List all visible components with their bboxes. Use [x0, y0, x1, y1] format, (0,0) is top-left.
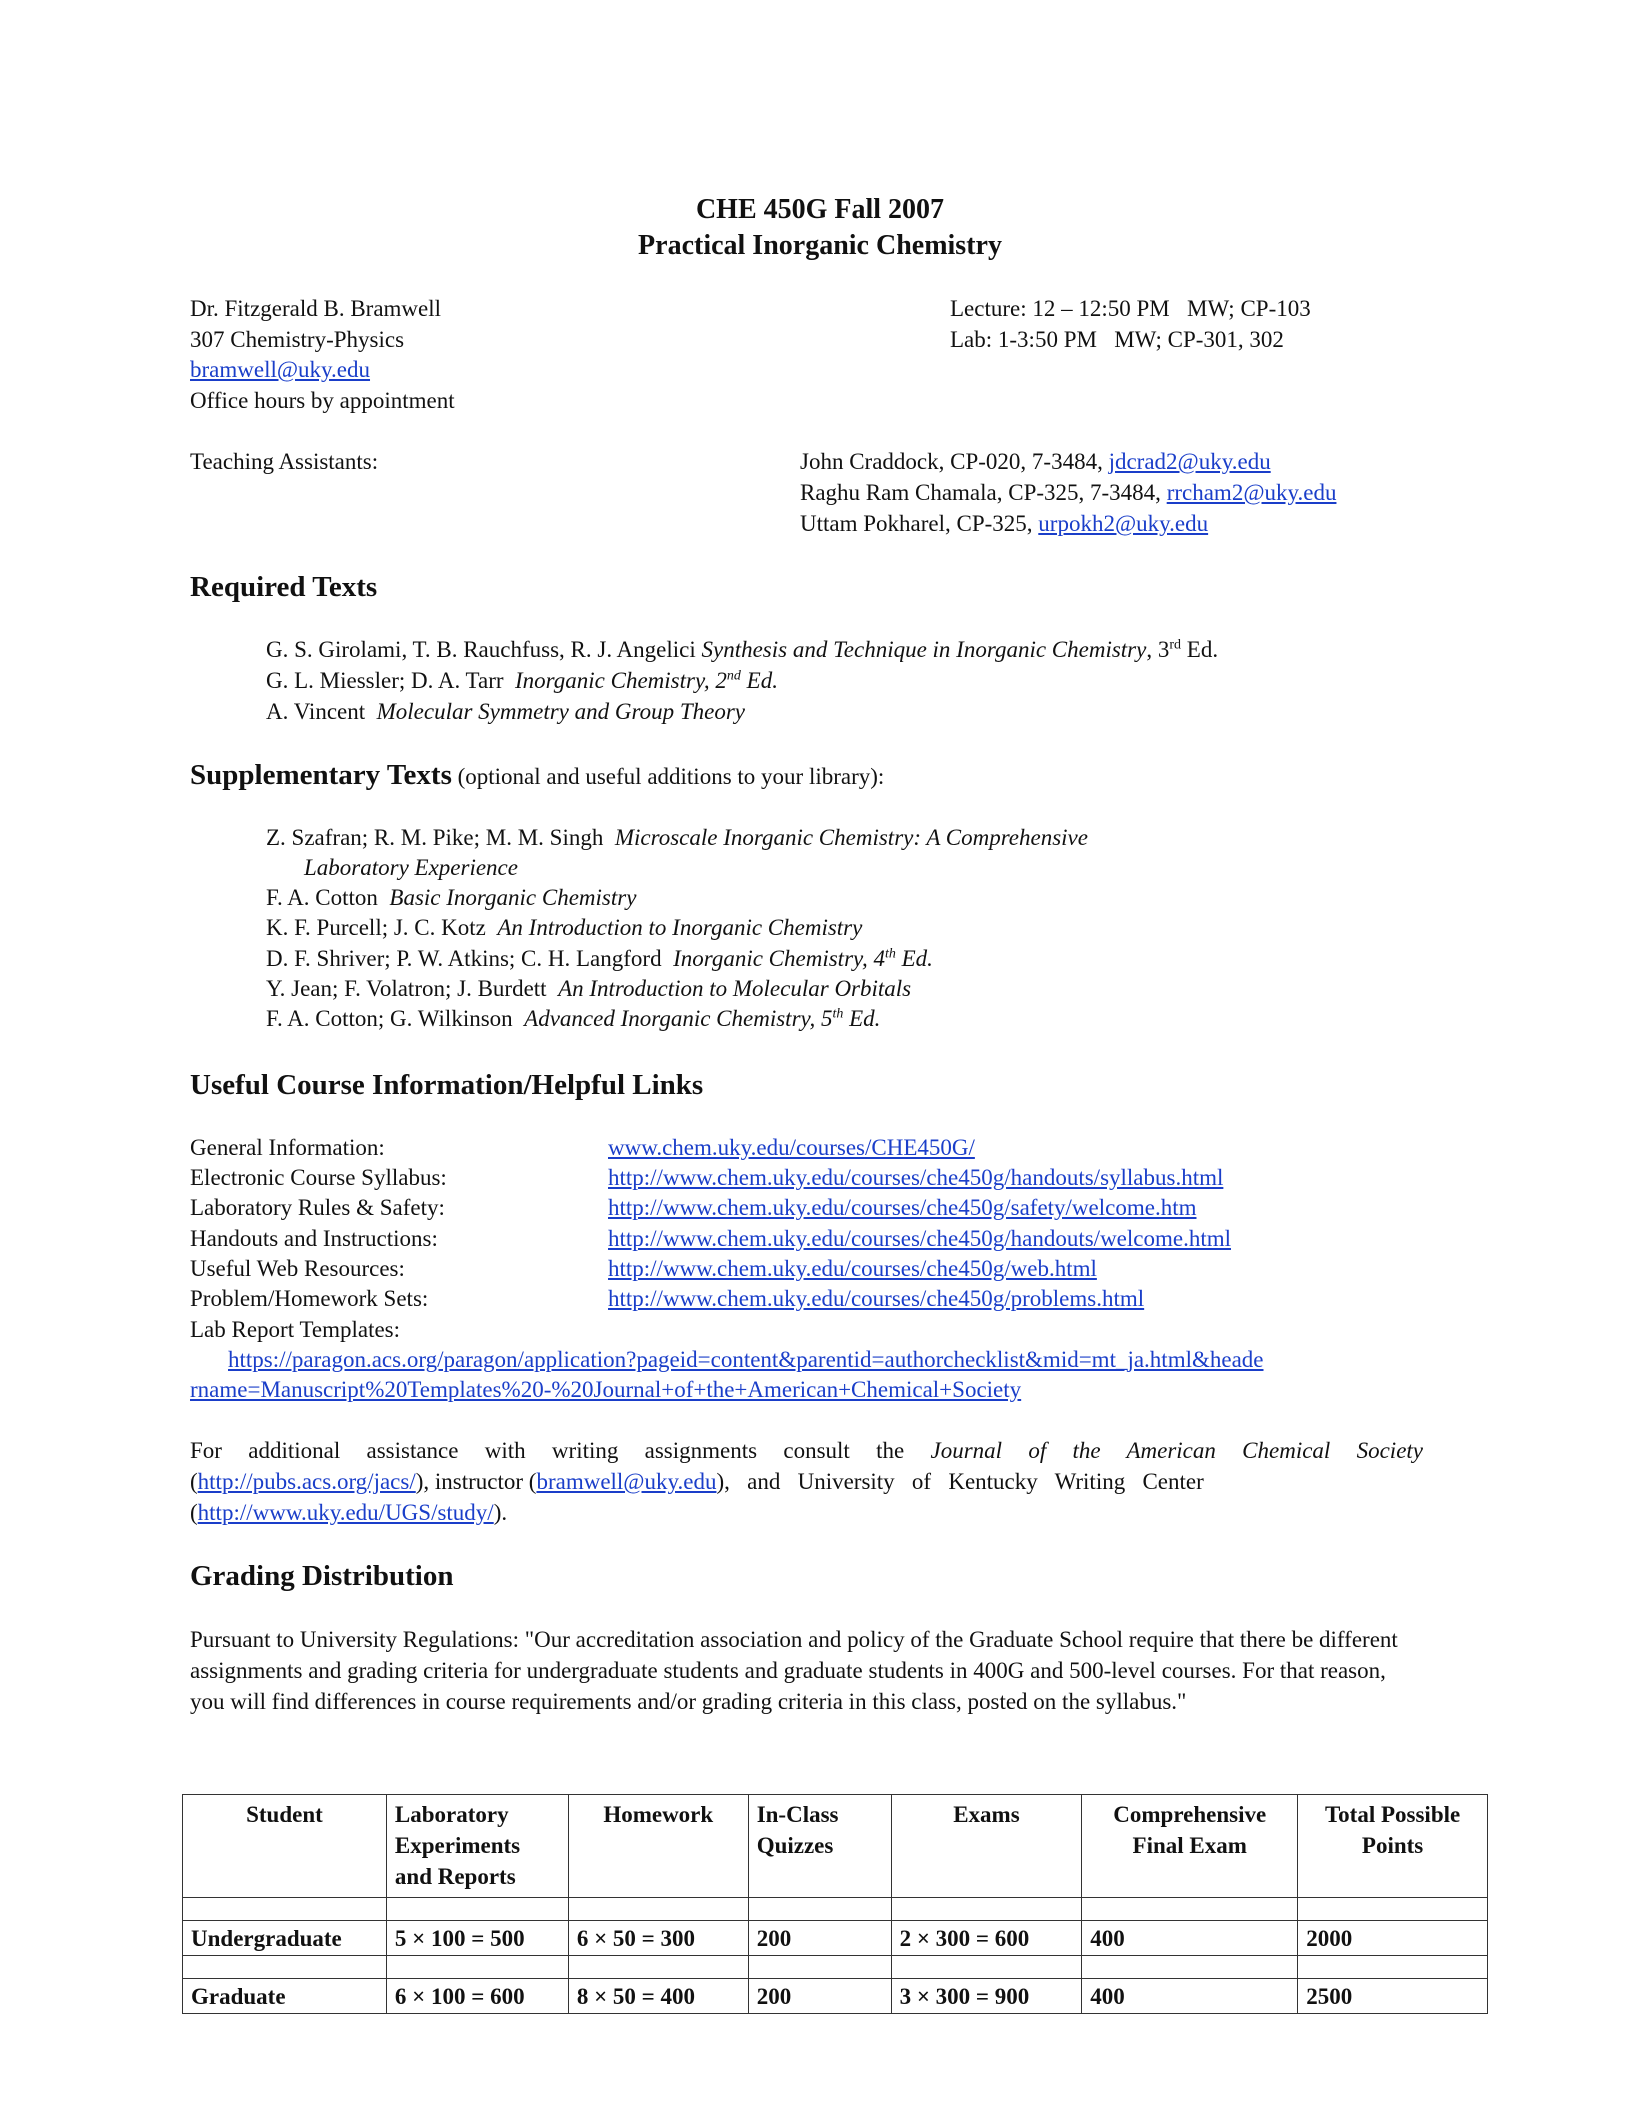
assistance-line-1: [190, 1439, 1423, 1462]
table-header-cell: Homework: [568, 1795, 748, 1898]
supplementary-text-item: [266, 977, 911, 1000]
safety-link[interactable]: http://www.chem.uky.edu/courses/che450g/safety/welcome.htm: [608, 1195, 1197, 1220]
supplementary-note: (optional and useful additions to your library):: [451, 764, 885, 789]
link-label: General Information:: [190, 1135, 385, 1160]
link-label: Problem/Homework Sets:: [190, 1286, 429, 1311]
text-authors: D. F. Shriver; P. W. Atkins; C. H. Langford: [266, 946, 674, 971]
ta-item: [800, 450, 1271, 473]
text-authors: G. S. Girolami, T. B. Rauchfuss, R. J. Angelici: [266, 637, 702, 662]
table-cell: [183, 1898, 387, 1921]
paren: (: [190, 1500, 198, 1525]
syllabus-link[interactable]: http://www.chem.uky.edu/courses/che450g/handouts/syllabus.html: [608, 1165, 1224, 1190]
table-cell: 400: [1082, 1979, 1298, 2014]
table-cell: [386, 1956, 568, 1979]
table-cell: [568, 1898, 748, 1921]
assistance-text: For additional assistance with writing assignments consult the: [190, 1438, 931, 1463]
handouts-link[interactable]: http://www.chem.uky.edu/courses/che450g/handouts/welcome.html: [608, 1226, 1231, 1251]
text-authors: A. Vincent: [266, 699, 377, 724]
ta-item: [800, 481, 1336, 504]
problems-link[interactable]: http://www.chem.uky.edu/courses/che450g/problems.html: [608, 1286, 1145, 1311]
table-spacer-row: [183, 1956, 1488, 1979]
instructor-email-link[interactable]: bramwell@uky.edu: [190, 357, 371, 382]
table-cell: [568, 1956, 748, 1979]
text-title: Advanced Inorganic Chemistry, 5: [524, 1006, 833, 1031]
edition-suffix: Ed.: [843, 1006, 881, 1031]
text-authors: Y. Jean; F. Volatron; J. Burdett: [266, 976, 559, 1001]
grading-heading: Grading Distribution: [190, 1560, 454, 1592]
table-cell: 400: [1082, 1921, 1298, 1956]
lab-templates-link[interactable]: https://paragon.acs.org/paragon/application?pageid=content&parentid=authorchecklist&mid=mt_ja.html&heade: [228, 1347, 1264, 1372]
ta-email-link[interactable]: rrcham2@uky.edu: [1166, 480, 1337, 505]
table-cell: [1298, 1898, 1488, 1921]
text-title: Inorganic Chemistry, 2: [515, 668, 727, 693]
jacs-link[interactable]: http://pubs.acs.org/jacs/: [197, 1469, 416, 1494]
office-hours: Office hours by appointment: [190, 388, 455, 413]
table-cell: 8 × 50 = 400: [568, 1979, 748, 2014]
ta-item: [800, 512, 1208, 535]
ta-details: Raghu Ram Chamala, CP-325, 7-3484,: [800, 480, 1167, 505]
supplementary-text-item: [266, 1007, 880, 1030]
edition-suffix: Ed.: [740, 668, 778, 693]
ta-email-link[interactable]: urpokh2@uky.edu: [1038, 511, 1209, 536]
supplementary-text-item: [266, 947, 933, 970]
table-row: [183, 1979, 1488, 2014]
assistance-text: ), instructor (: [415, 1469, 537, 1494]
lab-templates-link-continued[interactable]: rname=Manuscript%20Templates%20-%20Journal+of+the+American+Chemical+Society: [190, 1377, 1022, 1402]
required-text-item: [266, 638, 1218, 661]
edition-sup: rd: [1169, 637, 1182, 653]
table-cell: [891, 1956, 1082, 1979]
edition-sup: th: [884, 946, 896, 962]
course-subtitle: Practical Inorganic Chemistry: [638, 230, 1002, 261]
assistance-line-2: [190, 1470, 1423, 1493]
supplementary-texts-heading: Supplementary Texts: [190, 759, 452, 791]
web-resources-link[interactable]: http://www.chem.uky.edu/courses/che450g/web.html: [608, 1256, 1097, 1281]
ta-email-link[interactable]: jdcrad2@uky.edu: [1108, 449, 1271, 474]
table-cell: 200: [748, 1921, 891, 1956]
course-title: CHE 450G Fall 2007: [695, 194, 945, 225]
edition-suffix: Ed.: [1181, 637, 1219, 662]
assistance-line-3: [190, 1501, 507, 1524]
edition-suffix: Ed.: [895, 946, 933, 971]
table-cell: [748, 1956, 891, 1979]
table-header-cell: Total Possible Points: [1298, 1795, 1488, 1898]
ta-label: Teaching Assistants:: [190, 449, 379, 474]
edition-sup: th: [832, 1006, 844, 1022]
table-cell: Graduate: [183, 1979, 387, 2014]
link-label: Handouts and Instructions:: [190, 1226, 438, 1251]
link-label: Electronic Course Syllabus:: [190, 1165, 447, 1190]
instructor-office: 307 Chemistry-Physics: [190, 327, 405, 352]
table-cell: 5 × 100 = 500: [386, 1921, 568, 1956]
jacs-journal-name: Journal of the American Chemical Society: [930, 1438, 1424, 1463]
supplementary-title-continued: Laboratory Experience: [304, 855, 518, 880]
text-title: Microscale Inorganic Chemistry: A Comprehensive: [614, 825, 1088, 850]
lab-time: Lab: 1-3:50 PM MW; CP-301, 302: [950, 327, 1284, 352]
table-header-cell: In-Class Quizzes: [748, 1795, 891, 1898]
paren: (: [190, 1469, 198, 1494]
table-spacer-row: [183, 1898, 1488, 1921]
table-cell: [1082, 1956, 1298, 1979]
grading-paragraph: Pursuant to University Regulations: "Our accreditation association and policy of the Graduate School require that there be different assignments and grading criteria for undergraduate students and graduate students in 400G and 500-level courses. For that reason, you will find differences in course requirements and/or grading criteria in this class, posted on the syllabus.": [190, 1627, 1398, 1714]
text-title: Synthesis and Technique in Inorganic Chemistry: [701, 637, 1147, 662]
text-authors: K. F. Purcell; J. C. Kotz: [266, 915, 498, 940]
supplementary-text-item: [266, 886, 636, 909]
table-header-cell: Student: [183, 1795, 387, 1898]
supplementary-text-item: [266, 826, 1088, 849]
ta-details: John Craddock, CP-020, 7-3484,: [800, 449, 1109, 474]
writing-center-link[interactable]: http://www.uky.edu/UGS/study/: [197, 1500, 494, 1525]
required-text-item: [266, 700, 745, 723]
general-info-link[interactable]: www.chem.uky.edu/courses/CHE450G/: [608, 1135, 975, 1160]
table-cell: [1298, 1956, 1488, 1979]
text-title: An Introduction to Inorganic Chemistry: [497, 915, 863, 940]
table-cell: 3 × 300 = 900: [891, 1979, 1082, 2014]
links-heading: Useful Course Information/Helpful Links: [190, 1069, 704, 1101]
text-title: Basic Inorganic Chemistry: [389, 885, 637, 910]
link-label: Useful Web Resources:: [190, 1256, 405, 1281]
text-authors: G. L. Miessler; D. A. Tarr: [266, 668, 516, 693]
text-title: An Introduction to Molecular Orbitals: [558, 976, 912, 1001]
text-title: Molecular Symmetry and Group Theory: [376, 699, 745, 724]
table-cell: 2 × 300 = 600: [891, 1921, 1082, 1956]
table-cell: [891, 1898, 1082, 1921]
table-header-cell: Exams: [891, 1795, 1082, 1898]
table-row: [183, 1921, 1488, 1956]
text-edition: , 3: [1146, 637, 1170, 662]
table-cell: 6 × 100 = 600: [386, 1979, 568, 2014]
table-cell: 6 × 50 = 300: [568, 1921, 748, 1956]
edition-sup: nd: [726, 668, 741, 684]
table-cell: Undergraduate: [183, 1921, 387, 1956]
table-header-cell: Laboratory Experiments and Reports: [386, 1795, 568, 1898]
ta-details: Uttam Pokharel, CP-325,: [800, 511, 1039, 536]
required-texts-heading: Required Texts: [190, 571, 378, 603]
instructor-name: Dr. Fitzgerald B. Bramwell: [190, 296, 442, 321]
grading-table: [182, 1794, 1488, 2014]
assistance-text: ), and University of Kentucky Writing Center: [716, 1469, 1204, 1494]
lecture-time: Lecture: 12 – 12:50 PM MW; CP-103: [950, 296, 1311, 321]
table-cell: 200: [748, 1979, 891, 2014]
table-cell: [386, 1898, 568, 1921]
table-header-cell: Comprehensive Final Exam: [1082, 1795, 1298, 1898]
text-title: Inorganic Chemistry, 4: [673, 946, 885, 971]
text-authors: F. A. Cotton: [266, 885, 390, 910]
supplementary-heading-line: [190, 761, 884, 790]
supplementary-text-item: [266, 916, 862, 939]
text-authors: F. A. Cotton; G. Wilkinson: [266, 1006, 525, 1031]
required-text-item: [266, 669, 778, 692]
table-cell: [748, 1898, 891, 1921]
lab-templates-label: Lab Report Templates:: [190, 1317, 401, 1342]
text-authors: Z. Szafran; R. M. Pike; M. M. Singh: [266, 825, 615, 850]
paren: ).: [493, 1500, 508, 1525]
table-cell: [1082, 1898, 1298, 1921]
instructor-email-link[interactable]: bramwell@uky.edu: [536, 1469, 717, 1494]
table-cell: [183, 1956, 387, 1979]
table-header-row: [183, 1795, 1488, 1898]
table-cell: 2500: [1298, 1979, 1488, 2014]
link-label: Laboratory Rules & Safety:: [190, 1195, 445, 1220]
table-cell: 2000: [1298, 1921, 1488, 1956]
